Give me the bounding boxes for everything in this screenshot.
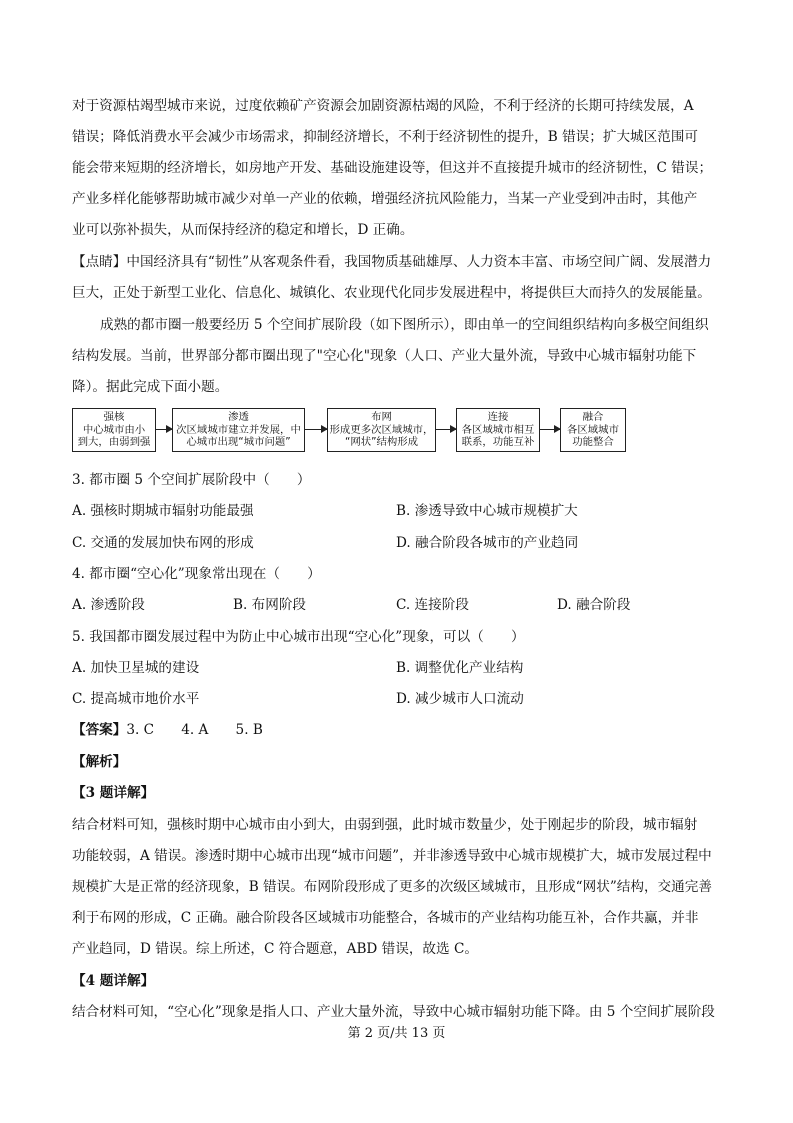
analysis-heading: 【解析】 (72, 754, 127, 770)
stage-desc: 各区域城市 (567, 423, 619, 436)
stage-flow-diagram (72, 408, 632, 454)
paragraph-line: 能会带来短期的经济增长，如房地产开发、基础设施建设等，但这并不直接提升城市的经济韧性，C 错误； (72, 160, 713, 176)
question-5-option-d: D. 减少城市人口流动 (396, 691, 524, 707)
paragraph-line: 对于资源枯竭型城市来说，过度依赖矿产资源会加剧资源枯竭的风险，不利于经济的长期可持续发展，A (72, 98, 694, 114)
paragraph-line: 业可以弥补损失，从而保持经济的稳定和增长，D 正确。 (72, 222, 414, 238)
question-4-option-a: A. 渗透阶段 (72, 597, 145, 613)
detail-3-line: 利于布网的形成，C 正确。融合阶段各区域城市功能整合，各城市的产业结构功能互补，合作共赢，并非 (72, 910, 699, 926)
arrow-icon (305, 429, 327, 430)
question-4-option-d: D. 融合阶段 (557, 597, 631, 613)
stage-box-qianghe (72, 408, 156, 452)
arrow-icon (436, 429, 456, 430)
stage-desc: “网状”结构形成 (344, 436, 419, 449)
intro-line: 降）。据此完成下面小题。 (72, 379, 229, 395)
question-4-option-c: C. 连接阶段 (396, 597, 469, 613)
stage-desc: 形成更多次区域城市， (329, 423, 434, 436)
stage-box-lianjie (456, 408, 540, 452)
dianjing-line: 巨大，正处于新型工业化、信息化、城镇化、农业现代化同步发展进程中，将提供巨大而持久的发展能量。 (72, 285, 711, 301)
stage-desc: 联系，功能互补 (461, 436, 535, 449)
detail-4-heading: 【4 题详解】 (72, 973, 155, 989)
stage-title: 融合 (582, 411, 604, 423)
detail-3-line: 结合材料可知，强核时期中心城市由小到大，由弱到强，此时城市数量少，处于刚起步的阶段，城市辐射 (72, 817, 698, 833)
stage-title: 布网 (371, 411, 392, 423)
stage-desc: 功能整合 (572, 436, 614, 449)
question-4-stem: 4. 都市圈“空心化”现象常出现在（ ） (72, 566, 321, 582)
question-5-stem: 5. 我国都市圈发展过程中为防止中心城市出现“空心化”现象，可以（ ） (72, 629, 525, 645)
question-3-option-a: A. 强核时期城市辐射功能最强 (72, 503, 254, 519)
question-3-option-d: D. 融合阶段各城市的产业趋同 (396, 535, 579, 551)
paragraph-line: 错误；降低消费水平会减少市场需求，抑制经济增长，不利于经济韧性的提升，B 错误；扩大城区范围可 (72, 129, 699, 145)
stage-title: 连接 (487, 411, 509, 423)
detail-4-line: 结合材料可知，“空心化”现象是指人口、产业大量外流，导致中心城市辐射功能下降。由 5 个空间扩展阶段 (72, 1004, 715, 1020)
stage-desc: 中心城市由小 (82, 423, 146, 436)
question-5-option-b: B. 调整优化产业结构 (396, 660, 524, 676)
detail-3-line: 功能较弱，A 错误。渗透时期中心城市出现“城市问题”，并非渗透导致中心城市规模扩大，城市发展过程中 (72, 848, 712, 864)
intro-line: 结构发展。当前，世界部分都市圈出现了"空心化"现象（人口、产业大量外流，导致中心城市辐射功能下 (72, 348, 697, 364)
arrow-icon (540, 429, 560, 430)
paragraph-line: 产业多样化能够帮助城市减少对单一产业的依赖，增强经济抗风险能力，当某一产业受到冲击时，其他产 (72, 191, 698, 207)
question-4-option-b: B. 布网阶段 (233, 597, 307, 613)
answer-text: 3. C 4. A 5. B (126, 722, 263, 738)
question-3-stem: 3. 都市圈 5 个空间扩展阶段中（ ） (72, 472, 311, 488)
stage-desc: 各区域城市相互 (461, 423, 535, 436)
stage-box-buwang (327, 408, 436, 452)
stage-title: 强核 (103, 411, 125, 423)
question-3-option-c: C. 交通的发展加快布网的形成 (72, 535, 254, 551)
stage-desc: 次区域城市建立并发展，中 (176, 423, 301, 436)
answer-line (72, 720, 263, 740)
question-5-option-c: C. 提高城市地价水平 (72, 691, 200, 707)
question-3-option-b: B. 渗透导致中心城市规模扩大 (396, 503, 578, 519)
detail-3-line: 规模扩大是正常的经济现象，B 错误。布网阶段形成了更多的次级区域城市，且形成“网状”结构，交通完善 (72, 879, 712, 895)
stage-box-shentou (172, 408, 305, 452)
dianjing-line: 【点睛】中国经济具有“韧性”从客观条件看，我国物质基础雄厚、人力资本丰富、市场空间广阔、发展潜力 (72, 254, 712, 270)
question-5-option-a: A. 加快卫星城的建设 (72, 660, 200, 676)
stage-desc: 到大，由弱到强 (77, 436, 151, 449)
detail-3-heading: 【3 题详解】 (72, 785, 155, 801)
page-footer: 第 2 页/共 13 页 (347, 1026, 446, 1041)
answer-label: 【答案】 (72, 722, 127, 738)
arrow-icon (156, 429, 172, 430)
intro-line: 成熟的都市圈一般要经历 5 个空间扩展阶段（如下图所示），即由单一的空间组织结构向多极空间组织 (100, 317, 709, 333)
detail-3-line: 产业趋同，D 错误。综上所述，C 符合题意，ABD 错误，故选 C。 (72, 941, 478, 957)
stage-box-ronghe (560, 408, 626, 452)
stage-title: 渗透 (228, 411, 249, 423)
stage-desc: 心城市出现“城市问题” (186, 436, 291, 449)
